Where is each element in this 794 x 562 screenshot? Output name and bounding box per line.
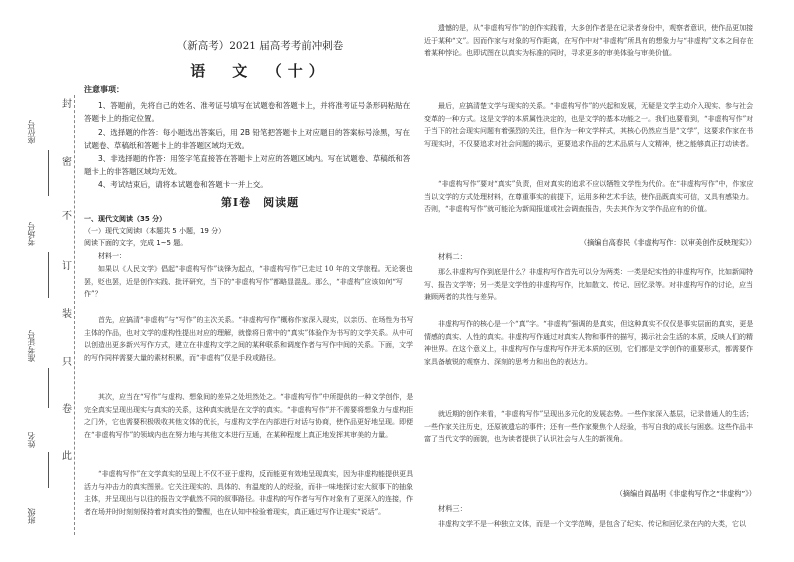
body-paragraph: 非虚构写作的核心是一个“真”字。“非虚构”强调的是真实，但这种真实不仅仅是事实层面的真实，更是情感的真实、人性的真实。非虚构写作通过对真实人物和事件的描写，揭示社会生活的本质，反映人们的精神世界。在这个意义上，非虚构写作与虚构写作并无本质的区别，它们都是文学创作的重要形式，都需要作家具备敏锐的观察力、深刻的思考力和出色的表达力。 [424, 320, 754, 366]
volume-title: 第Ⅰ卷 阅读题 [220, 196, 300, 209]
body-paragraph: 非虚构文学不是一种独立文体，而是一个文学范畴，是包含了纪实、传记和回忆录在内的大类，它以 [438, 520, 746, 528]
body-paragraph: “非虚构写作”要对“真实”负责，但对真实的追求不应以牺牲文学性为代价。在“非虚构写作”中，作家应当以文学的方式处理材料，在尊重事实的前提下，运用多种艺术手法，使作品既真实可信，又具有感染力。否则，“非虚构写作”就可能沦为新闻报道或社会调查报告，失去其作为文学作品应有的价值。 [424, 180, 754, 214]
body-paragraph: 遗憾的是，从“非虚构写作”的创作实践看，大多创作者是在记录者身份中，观察者意识，使作品更加接近于某种“文”。因而作家与对象的写作距离，在写作中对“非虚构”所具有的想象力与“非虚构”文本之间存在着某种悖论。也即试图在以真实为标准的同时，寻求更多的审美体验与审美价值。 [424, 24, 754, 58]
body-paragraph: “非虚构写作”在文学真实的呈现上不仅不亚于虚构，反而能更有效地呈现真实，因为非虚构能提供更具活力与冲击力的真实图景。它关注现实的、具体的、有温度的人的经验，而非一味地探讨宏大叙事下的抽象主体，并呈现出与以往的报告文学截然不同的叙事路径。非虚构的写作者与写作对象有了更深入的连接，作者在场并时时刻刻保持着对真实性的警醒，也在认知中检验着现实，真正通过写作让现实“说话”。 [84, 470, 414, 516]
body-paragraph: 那么非虚构写作到底是什么？非虚构写作首先可以分为两类：一类是纪实性的非虚构写作，比如新闻特写、报告文学等；另一类是文学性的非虚构写作，比如散文、传记、回忆录等。对非虚构写作的讨论，应当兼顾两者的共性与差异。 [424, 268, 753, 302]
binding-char: 密 [62, 157, 72, 168]
binding-dashed-line [74, 95, 75, 535]
source-citation: （摘编自阎晶明《非虚构写作之“非虚构”》） [615, 489, 756, 498]
body-paragraph: 就近期的创作来看，“非虚构写作”呈现出多元化的发展态势。一些作家深入基层，记录普通人的生活；一些作家关注历史，还原被遗忘的事件；还有一些作家聚焦个人经验，书写自我的成长与困惑。这些作品丰富了当代文学的面貌，也为读者提供了认识社会与人生的新视角。 [424, 410, 754, 444]
exam-title: （新高考）2021 届高考考前冲刺卷 [176, 40, 344, 52]
seat-number-line [48, 150, 49, 196]
body-paragraph: 其次，应当在“写作”与虚构、想象间的差异之处坦然处之。“非虚构写作”中所提供的一种文学创作，是完全真实呈现出现实与真实的关系，这种真实就是在文学的真实。“非虚构写作”并不需要将想象力与虚构拒之门外，它也需要积极吸收其他文体的优长，与虚构文学在内部进行对话与协商，使作品更好地呈现。即便在“非虚构写作”的领域内也在努力地与其他文本进行互通，在某种程度上真正地发挥其审美的力量。 [84, 393, 414, 439]
binding-char: 装 [62, 309, 72, 320]
section-heading: 一、现代文阅读（35 分） [84, 215, 167, 223]
notice-heading: 注意事项： [84, 85, 124, 94]
exam-room-line [48, 252, 49, 298]
seat-number-label: 座位号 [27, 120, 36, 144]
material-label: 材料一： [98, 252, 126, 260]
body-paragraph: 最后，应搞清楚文学与现实的关系。“非虚构写作”的兴起和发展，无疑是文学主动介入现实、参与社会变革的一种方式。这是文学的本质属性决定的，也是文学的基本功能之一。我们也要看到，“非虚构写作”对于当下的社会现实问题有着强烈的关注，但作为一种文学样式，其核心仍然应当是“文学”，这要求作家在书写现实时，不仅要追求对社会问题的揭示，更要追求作品的艺术品质与人文精神，使之能够真正打动读者。 [424, 102, 754, 148]
class-label: 班级 [27, 508, 36, 524]
exam-room-label: 考场号 [27, 222, 36, 246]
instruction-text: 阅读下面的文字，完成 1~5 题。 [84, 239, 188, 247]
admission-number-line [48, 368, 49, 408]
binding-char: 不 [62, 211, 72, 222]
material-label: 材料二： [438, 252, 467, 261]
binding-char: 只 [62, 357, 72, 368]
material-label: 材料三： [438, 504, 467, 513]
binding-char: 封 [62, 99, 72, 110]
notice-item: 4、考试结束后，请将本试题卷和答题卡一并上交。 [98, 180, 268, 189]
subject-title: 语 文 （十） [190, 62, 330, 80]
binding-strip [0, 0, 96, 562]
binding-char: 此 [62, 451, 72, 462]
name-line [48, 452, 49, 488]
notice-item: 1、答题前，先将自己的姓名、准考证号填写在试题卷和答题卡上，并将准考证号条形码粘贴在答题卡上的指定位置。 [84, 101, 411, 123]
name-label: 姓名 [27, 432, 36, 448]
admission-number-label: 准考证号 [27, 330, 36, 362]
subsection-heading: （一）现代文阅读Ⅰ（本题共 5 小题，19 分） [84, 227, 226, 235]
body-paragraph: 如果以《人民文学》倡起“非虚构写作”谈锋为起点，“非虚构写作”已走过 10 年的文学旅程。无论褒也罢，贬也罢，近是创作实践、批评研究，当下的“非虚构写作”都略显混乱。那么，“非虚构”应该如何“写作”？ [84, 265, 413, 299]
notice-item: 2、选择题的作答：每小题选出答案后，用 2B 铅笔把答题卡上对应题目的答案标号涂黑，写在试题卷、草稿纸和答题卡上的非答题区域均无效。 [84, 128, 410, 150]
binding-char: 订 [62, 261, 72, 272]
body-paragraph: 首先，应搞清“非虚构”与“写作”的主次关系。“非虚构写作”概称作家深入现实，以亲历、在场性为书写主体的作品，也对文学的虚构性提出对应的理解，就像将日常中的“真实”体验作为书写的文学关系。从中可以创造出更多新兴写作方式，建立在非虚构文学之间的某种联系和调度作者与写作中间的关系。下面，文学的写作同样需要大量的素材积累，而“非虚构”仅是手段或路径。 [84, 316, 414, 362]
binding-char: 卷 [62, 404, 72, 415]
notice-item: 3、非选择题的作答：用签字笔直接答在答题卡上对应的答题区域内。写在试题卷、草稿纸和答题卡上的非答题区域均无效。 [84, 154, 411, 176]
source-citation: （摘编自高春民《非虚构写作：以审美创作反映现实》） [579, 238, 756, 247]
